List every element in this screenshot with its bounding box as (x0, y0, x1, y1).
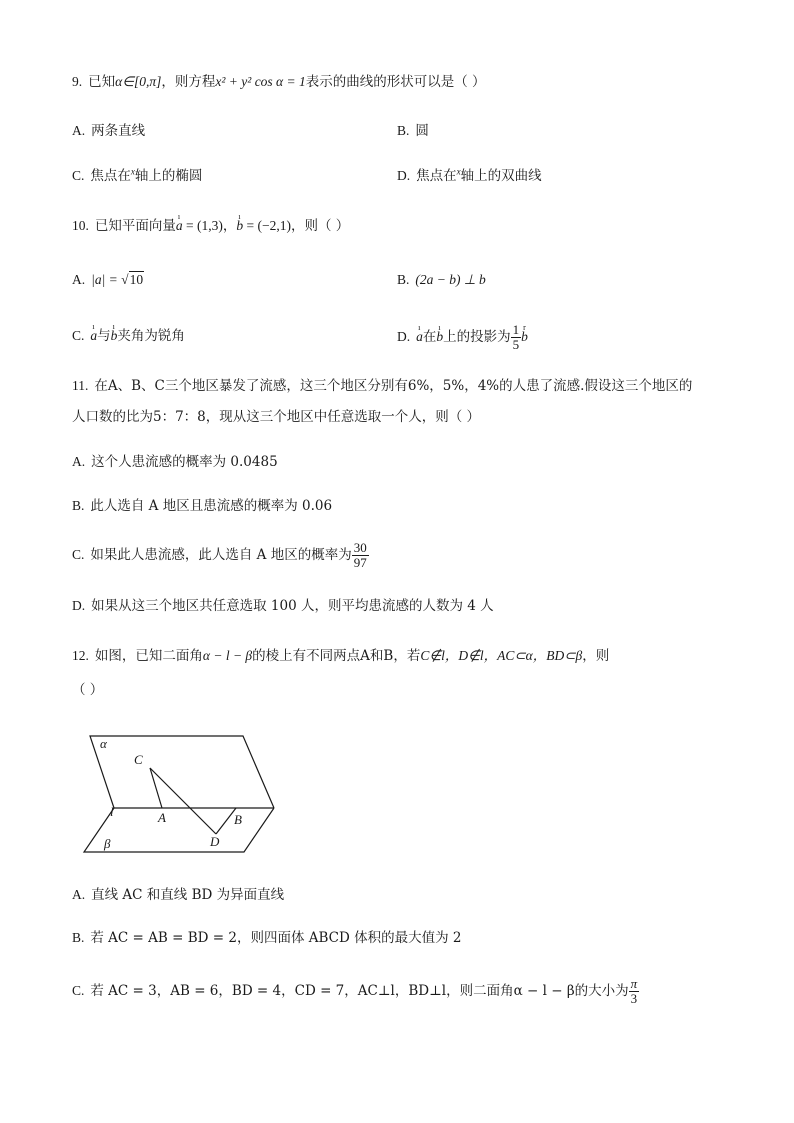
fraction: $\frac{30}{97}$ (353, 540, 367, 570)
q12-option-a[interactable]: A. 直线 AC 和直线 BD 为异面直线 (72, 887, 285, 903)
q12-option-b[interactable]: B. 若 AC = AB = BD = 2，则四面体 ABCD 体积的最大值为 2 (72, 930, 462, 946)
q11-stem-line2: 人口数的比为5：7：8，现从这三个地区中任意选取一个人，则（ ） (72, 409, 481, 425)
q11-option-d[interactable]: D. 如果从这三个地区共任意选取 100 人，则平均患流感的人数为 4 人 (72, 598, 494, 614)
q9-option-a[interactable]: A. 两条直线 (72, 123, 146, 139)
label-C: C (134, 752, 143, 767)
q11-stem-line1: 11. 在A、B、C三个地区暴发了流感，这三个地区分别有6%，5%，4%的人患了流感.假设这三个地区的 (72, 378, 693, 394)
fraction: $\frac{1}{5}$ (512, 322, 520, 352)
q9-stem: 9. 已知α∈[0,π]，则方程x² + y² cos α = 1表示的曲线的形状可以是（ ） (72, 74, 486, 90)
q12-option-c[interactable]: C. 若 AC = 3，AB = 6，BD = 4，CD = 7，AC⊥l，BD⊥l，则二面角α − l − β的大小为 $\frac{\pi}{3}$ (72, 976, 638, 1006)
q9-number: 9. (72, 74, 83, 89)
label-A: A (158, 810, 166, 825)
q11-option-b[interactable]: B. 此人选自 A 地区且患流感的概率为 0.06 (72, 498, 333, 514)
q10-stem: 10. 已知平面向量ı a = (1,3)，ı b = (−2,1)，则（ ） (72, 216, 349, 236)
label-beta: β (104, 836, 111, 851)
q12-number: 12. (72, 648, 89, 663)
q12-stem-line2: （ ） (72, 682, 104, 698)
plane-alpha-outline (90, 736, 274, 808)
q12-stem-line1: 12. 如图，已知二面角α − l − β的棱上有不同两点A和B，若C∉l，D∉l，AC⊂α，BD⊂β，则 (72, 648, 610, 664)
fraction: $\frac{\pi}{3}$ (630, 976, 638, 1006)
label-B: B (234, 812, 242, 827)
q10-option-c[interactable]: C.ı a与ı b夹角为锐角 (72, 326, 185, 346)
segment-BD (216, 808, 236, 834)
label-D: D (210, 834, 220, 849)
label-l: l (110, 804, 114, 819)
q10-option-a[interactable]: A. |a| = √10 (72, 270, 144, 290)
q11-option-c[interactable]: C. 如果此人患流感，此人选自 A 地区的概率为 $\frac{30}{97}$ (72, 540, 367, 570)
sqrt-sign: √10 (121, 272, 144, 287)
q10-option-b[interactable]: B. (2a − b) ⊥ b (397, 272, 486, 287)
q10-option-d[interactable]: D.ı a在ı b上的投影为 $\frac{1}{5}$ r b (397, 322, 528, 352)
dihedral-angle-figure (78, 728, 283, 858)
q10-number: 10. (72, 218, 89, 233)
q11-option-a[interactable]: A. 这个人患流感的概率为 0.0485 (72, 454, 278, 470)
q11-number: 11. (72, 378, 89, 393)
q9-option-c[interactable]: C. 焦点在$^x$轴上的椭圆 (72, 166, 203, 184)
q9-option-b[interactable]: B. 圆 (397, 123, 429, 139)
q9-option-d[interactable]: D. 焦点在$^x$轴上的双曲线 (397, 166, 542, 184)
label-alpha: α (100, 736, 107, 751)
